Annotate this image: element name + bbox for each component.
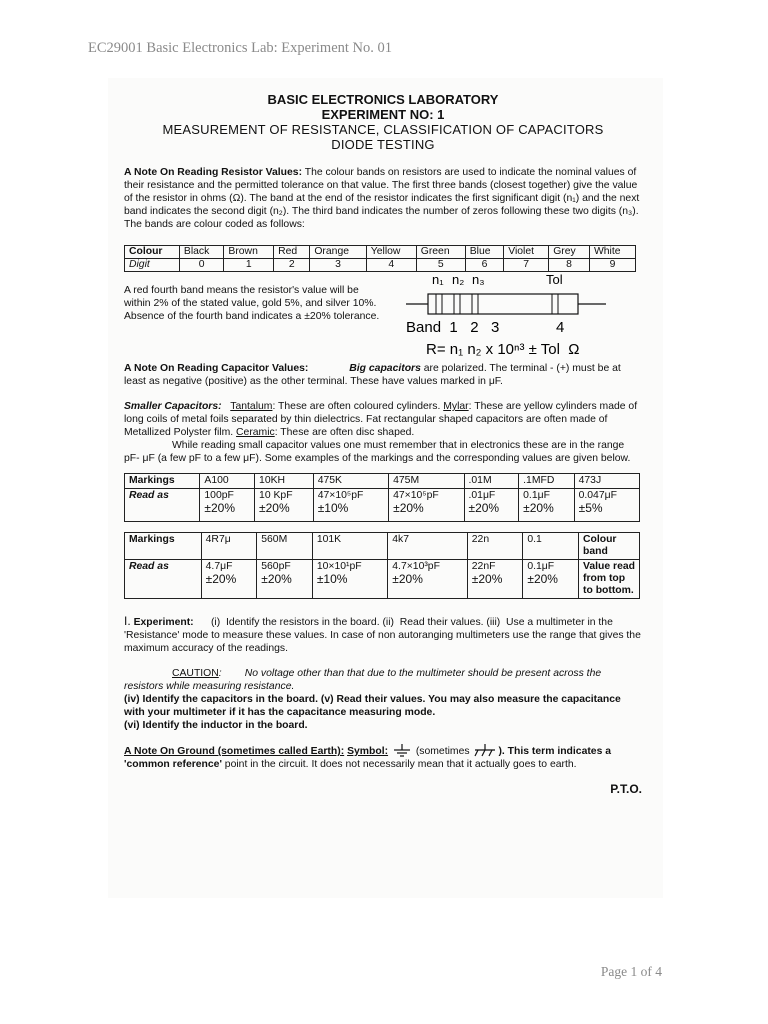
tolerance-value: ±20%	[261, 572, 292, 586]
colour-cell: Black	[179, 246, 223, 259]
tolerance-value: ±5%	[578, 501, 603, 515]
read-cell	[257, 560, 313, 599]
sometimes-text: (sometimes	[415, 745, 470, 757]
step-vi: (vi) Identify the inductor in the board.	[124, 720, 308, 731]
tolerance-value: ±20%	[392, 572, 423, 586]
read-as-row	[125, 560, 640, 599]
digit-cell: 0	[179, 259, 223, 272]
capacitor-note	[124, 362, 642, 388]
ground-rest: point in the circuit. It does not necessarily mean that it actually goes to earth.	[221, 759, 577, 770]
marking-cell: 22n	[467, 533, 523, 560]
experiment-heading: Experiment:	[133, 617, 194, 628]
digit-cell: 9	[589, 259, 635, 272]
step-iv: (iv) Identify the capacitors in the board. (v) Read their values. You may also measure the capacitance with your multimeter if it has the capacitance measuring mode.	[124, 694, 621, 718]
ground-note-heading: A Note On Ground (sometimes called Earth):	[124, 745, 345, 757]
chassis-ground-icon	[472, 744, 498, 758]
read-cell	[200, 489, 255, 522]
tolerance-value: ±20%	[204, 501, 235, 515]
mylar-label: Mylar	[443, 401, 469, 412]
colour-cell: Violet	[504, 246, 549, 259]
read-cell	[464, 489, 519, 522]
page-header: EC29001 Basic Electronics Lab: Experiment No. 01	[88, 40, 393, 56]
colour-cell: Green	[416, 246, 465, 259]
small-capacitors	[124, 400, 642, 439]
band-4	[552, 294, 558, 314]
read-value: 47×10⁵pF	[393, 490, 439, 501]
read-value: .01μF	[468, 490, 496, 501]
markings-row	[125, 474, 640, 489]
read-cell	[467, 560, 523, 599]
marking-cell: .01M	[464, 474, 519, 489]
digit-cell: 6	[465, 259, 504, 272]
read-cell	[312, 560, 387, 599]
tolerance-value: ±20%	[471, 572, 503, 586]
colour-cell: Orange	[310, 246, 366, 259]
read-cell	[255, 489, 314, 522]
row-label-digit: Digit	[125, 259, 180, 272]
symbol-label: Symbol:	[347, 745, 389, 757]
fourth-band-text: A red fourth band means the resistor's value will be within 2% of the stated value, gold 5%, and silver 10%. Absence of the fourth band indicates a ±20% tolerance.	[124, 285, 380, 322]
colour-cell: Yellow	[366, 246, 416, 259]
read-cell	[313, 489, 388, 522]
small-capacitors-heading: Smaller Capacitors:	[124, 401, 222, 412]
capacitor-note-body: are polarized. The terminal - (+) must be at least as negative (positive) as the other terminal. These have values marked in μF.	[124, 363, 621, 387]
digit-cell: 8	[549, 259, 590, 272]
big-capacitors-label: Big capacitors	[349, 363, 421, 374]
resistor-note-heading: A Note On Reading Resistor Values:	[124, 167, 303, 178]
digit-cell: 2	[274, 259, 310, 272]
lab-title: BASIC ELECTRONICS LABORATORY	[267, 92, 499, 107]
read-value: 22nF	[471, 561, 496, 572]
page-footer: Page 1 of 4	[600, 964, 662, 979]
digit-cell: 1	[224, 259, 274, 272]
row-label-colour: Colour	[125, 246, 180, 259]
read-cell	[523, 560, 579, 599]
markings-table-2	[124, 532, 640, 599]
tolerance-value: ±10%	[316, 572, 348, 586]
digit-cell: 3	[310, 259, 366, 272]
common-reference: 'common reference'	[124, 759, 222, 770]
marking-cell: 475K	[313, 474, 388, 489]
read-value: 0.1μF	[523, 490, 550, 501]
band-label: Band 1 2 3	[406, 319, 500, 336]
markings-label: Markings	[125, 474, 200, 489]
marking-cell: A100	[200, 474, 255, 489]
colour-cell: Red	[274, 246, 310, 259]
band-3	[472, 294, 478, 314]
experiment-steps	[124, 615, 642, 655]
marking-cell: 101K	[312, 533, 387, 560]
marking-cell: .1MFD	[519, 474, 574, 489]
tolerance-value: ±20%	[205, 572, 237, 586]
tolerance-value: ±20%	[393, 501, 424, 515]
resistor-section	[124, 272, 642, 360]
read-value: 4.7μF	[205, 561, 233, 572]
capacitor-note-heading: A Note On Reading Capacitor Values:	[124, 363, 309, 374]
marking-cell: Colour band	[579, 533, 640, 560]
experiment-number: EXPERIMENT NO: 1	[321, 107, 445, 122]
tolerance-value: ±20%	[523, 501, 554, 515]
subtitle-2: DIODE TESTING	[331, 137, 435, 152]
read-cell	[574, 489, 639, 522]
read-value: 0.1μF	[527, 561, 555, 572]
read-value: Value read from top to bottom.	[583, 561, 635, 596]
read-value: 0.047μF	[578, 490, 617, 501]
caution-text: : No voltage other than that due to the multimeter should be present across the resistors while measuring resistance.	[124, 668, 605, 692]
tantalum-text: : These are often coloured cylinders.	[272, 401, 444, 412]
band-4-label: 4	[556, 319, 565, 336]
colour-row	[125, 246, 636, 259]
document-body	[124, 92, 642, 796]
resistor-diagram	[396, 266, 636, 362]
label-n3: n₃	[472, 272, 485, 287]
resistance-formula: R= n₁ n₂ x 10ⁿ³ ± Tol Ω	[426, 341, 580, 358]
subtitle-1: MEASUREMENT OF RESISTANCE, CLASSIFICATION OF CAPACITORS	[162, 122, 604, 137]
tolerance-value: ±10%	[317, 501, 349, 515]
colour-cell: Grey	[549, 246, 590, 259]
caution-label: CAUTION	[172, 668, 219, 679]
label-n1: n₁	[432, 272, 444, 287]
resistor-note	[124, 166, 642, 231]
ground-after: ). This term indicates a	[498, 745, 612, 757]
read-cell	[201, 560, 257, 599]
label-n2: n₂	[452, 272, 465, 287]
tolerance-value: ±20%	[259, 501, 290, 515]
read-value: 560pF	[261, 561, 291, 572]
read-cell	[388, 560, 468, 599]
colour-cell: Brown	[224, 246, 274, 259]
ground-icon	[391, 744, 413, 758]
marking-cell: 10KH	[255, 474, 314, 489]
resistor-note-body: The colour bands on resistors are used to indicate the nominal values of their resistance and the permitted tolerance on that value. The first three bands (closest together) give the value of the resistor in ohms (Ω). The band at the end of the resistor indicates the first significant digit (n₁) and the next band indicates the second digit (n₂). The third band indicates the number of zeros following these two digits (n₃). The bands are colour coded as follows:	[124, 167, 640, 230]
read-value: 10×10¹pF	[316, 561, 362, 572]
experiment-text: (i) Identify the resistors in the board. (ii) Read their values. (iii) Use a multimeter in the 'Resistance' mode to measure these values. In case of non autoranging multimeters use the range that gives the maximum accuracy of the readings.	[124, 617, 644, 654]
mylar-text: : These are yellow cylinders made of long coils of metal foils separated by thin dielectrics. Fat rectangular shaped capacitors are often made of Metallized Polyster film.	[124, 401, 638, 438]
band-2	[454, 294, 460, 314]
pto-label: P.T.O.	[610, 782, 642, 796]
marking-cell: 475M	[389, 474, 464, 489]
colour-cell: White	[589, 246, 635, 259]
read-cell	[389, 489, 464, 522]
ceramic-text: : These are often disc shaped.	[274, 427, 415, 438]
digit-cell: 4	[366, 259, 416, 272]
read-value: 47×10⁵pF	[317, 490, 364, 501]
caution-paragraph	[124, 667, 642, 693]
read-value: 100pF	[204, 490, 234, 501]
read-as-row	[125, 489, 640, 522]
tantalum-label: Tantalum	[230, 401, 273, 412]
marking-cell: 4R7μ	[201, 533, 257, 560]
read-cell	[519, 489, 574, 522]
marking-cell: 473J	[574, 474, 639, 489]
marking-cell: 0.1	[523, 533, 579, 560]
tolerance-value: ±20%	[527, 572, 558, 586]
marking-cell: 4k7	[388, 533, 468, 560]
read-value: 10 KpF	[259, 490, 293, 501]
markings-table-1	[124, 473, 640, 522]
tolerance-value: ±20%	[468, 501, 500, 515]
read-value: 4.7×10³pF	[392, 561, 440, 572]
ceramic-label: Ceramic	[236, 427, 275, 438]
read-cell	[579, 560, 640, 599]
label-tol: Tol	[546, 272, 563, 287]
section-number: I.	[124, 614, 131, 628]
band-1	[436, 294, 442, 314]
read-as-label: Read as	[125, 560, 202, 599]
markings-row	[125, 533, 640, 560]
read-as-label: Read as	[125, 489, 200, 522]
digit-cell: 7	[504, 259, 549, 272]
markings-label: Markings	[125, 533, 202, 560]
marking-cell: 560M	[257, 533, 313, 560]
resistor-body	[428, 294, 578, 314]
ground-note	[124, 744, 642, 771]
digit-cell: 5	[416, 259, 465, 272]
colour-cell: Blue	[465, 246, 504, 259]
small-capacitors-para2: While reading small capacitor values one must remember that in electronics these are in the range pF- μF (a few pF to a few μF). Some examples of the markings and the corresponding values are given below.	[124, 440, 631, 464]
